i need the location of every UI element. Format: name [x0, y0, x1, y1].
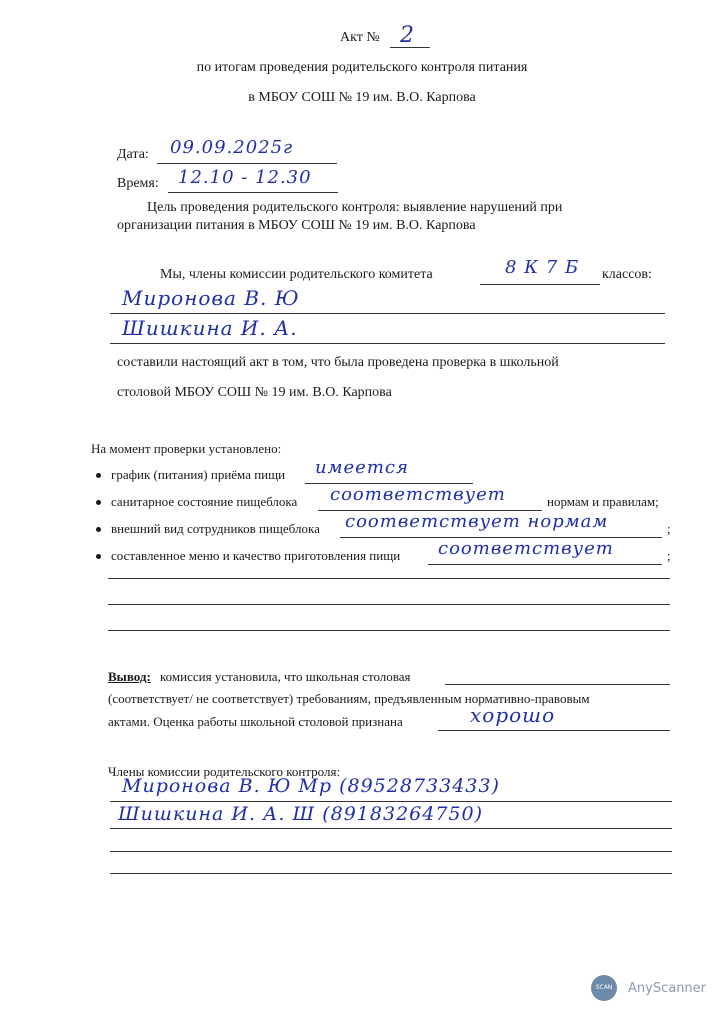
- scanner-logo-icon: SCAN: [591, 975, 617, 1001]
- member-2-name: Шишкина И. А.: [122, 316, 298, 340]
- finding-suffix: ;: [667, 521, 671, 536]
- bullet-icon: [96, 500, 101, 505]
- finding-value: имеется: [315, 457, 409, 478]
- finding-suffix: ;: [667, 548, 671, 563]
- finding-value: соответствует: [438, 538, 614, 559]
- finding-line: [428, 564, 662, 565]
- rating-line: [438, 730, 670, 731]
- signature-line: [110, 828, 672, 829]
- finding-value: соответствует: [330, 484, 506, 505]
- purpose-line-2: организации питания в МБОУ СОШ № 19 им. В.О. Карпова: [117, 218, 476, 233]
- conclusion-text-1: комиссия установила, что школьная столовая: [160, 669, 411, 684]
- bullet-icon: [96, 527, 101, 532]
- commission-intro: Мы, члены комиссии родительского комитета: [160, 267, 433, 282]
- blank-line: [108, 578, 670, 579]
- finding-label: санитарное состояние пищеблока: [111, 494, 298, 509]
- purpose-line-1: Цель проведения родительского контроля: выявление нарушений при: [147, 200, 563, 215]
- signature-line: [110, 801, 672, 802]
- date-label: Дата:: [117, 147, 149, 162]
- classes-label: классов:: [602, 267, 652, 282]
- member-1-name: Миронова В. Ю: [122, 286, 300, 310]
- classes-value: 8 К 7 Б: [505, 257, 580, 278]
- date-value: 09.09.2025г: [170, 137, 294, 158]
- time-label: Время:: [117, 176, 159, 191]
- blank-line: [108, 604, 670, 605]
- signature-2: Шишкина И. А. Ш (89183264750): [118, 803, 484, 825]
- time-line: [168, 192, 338, 193]
- act-school: в МБОУ СОШ № 19 им. В.О. Карпова: [248, 90, 476, 105]
- conclusion-line: [445, 684, 670, 685]
- scanner-brand: AnyScanner: [628, 981, 707, 996]
- member-2-line: [110, 343, 665, 344]
- act-subtitle: по итогам проведения родительского контроля питания: [196, 60, 528, 75]
- signature-1: Миронова В. Ю Мр (89528733433): [122, 775, 500, 797]
- finding-value: соответствует нормам: [345, 511, 609, 532]
- rating-value: хорошо: [470, 703, 556, 727]
- finding-label: составленное меню и качество приготовления пищи: [111, 548, 401, 563]
- time-value: 12.10 - 12.30: [178, 167, 312, 188]
- finding-suffix: нормам и правилам;: [547, 494, 659, 509]
- signatures-heading: Члены комиссии родительского контроля:: [108, 764, 341, 779]
- act-number-value: 2: [400, 23, 415, 48]
- commission-text-1: составили настоящий акт в том, что была проведена проверка в школьной: [117, 355, 559, 370]
- findings-heading: На момент проверки установлено:: [91, 441, 282, 456]
- commission-text-2: столовой МБОУ СОШ № 19 им. В.О. Карпова: [117, 385, 392, 400]
- bullet-icon: [96, 554, 101, 559]
- bullet-icon: [96, 473, 101, 478]
- conclusion-text-3: актами. Оценка работы школьной столовой признана: [108, 714, 403, 729]
- conclusion-text-2: (соответствует/ не соответствует) требованиям, предъявленным нормативно-правовым: [108, 691, 590, 706]
- blank-line: [110, 851, 672, 852]
- conclusion-label: Вывод:: [108, 669, 151, 684]
- act-title-label: Акт №: [340, 30, 380, 45]
- classes-line: [480, 284, 600, 285]
- date-line: [157, 163, 337, 164]
- blank-line: [110, 873, 672, 874]
- finding-label: внешний вид сотрудников пищеблока: [111, 521, 320, 536]
- finding-label: график (питания) приёма пищи: [111, 467, 286, 482]
- member-1-line: [110, 313, 665, 314]
- blank-line: [108, 630, 670, 631]
